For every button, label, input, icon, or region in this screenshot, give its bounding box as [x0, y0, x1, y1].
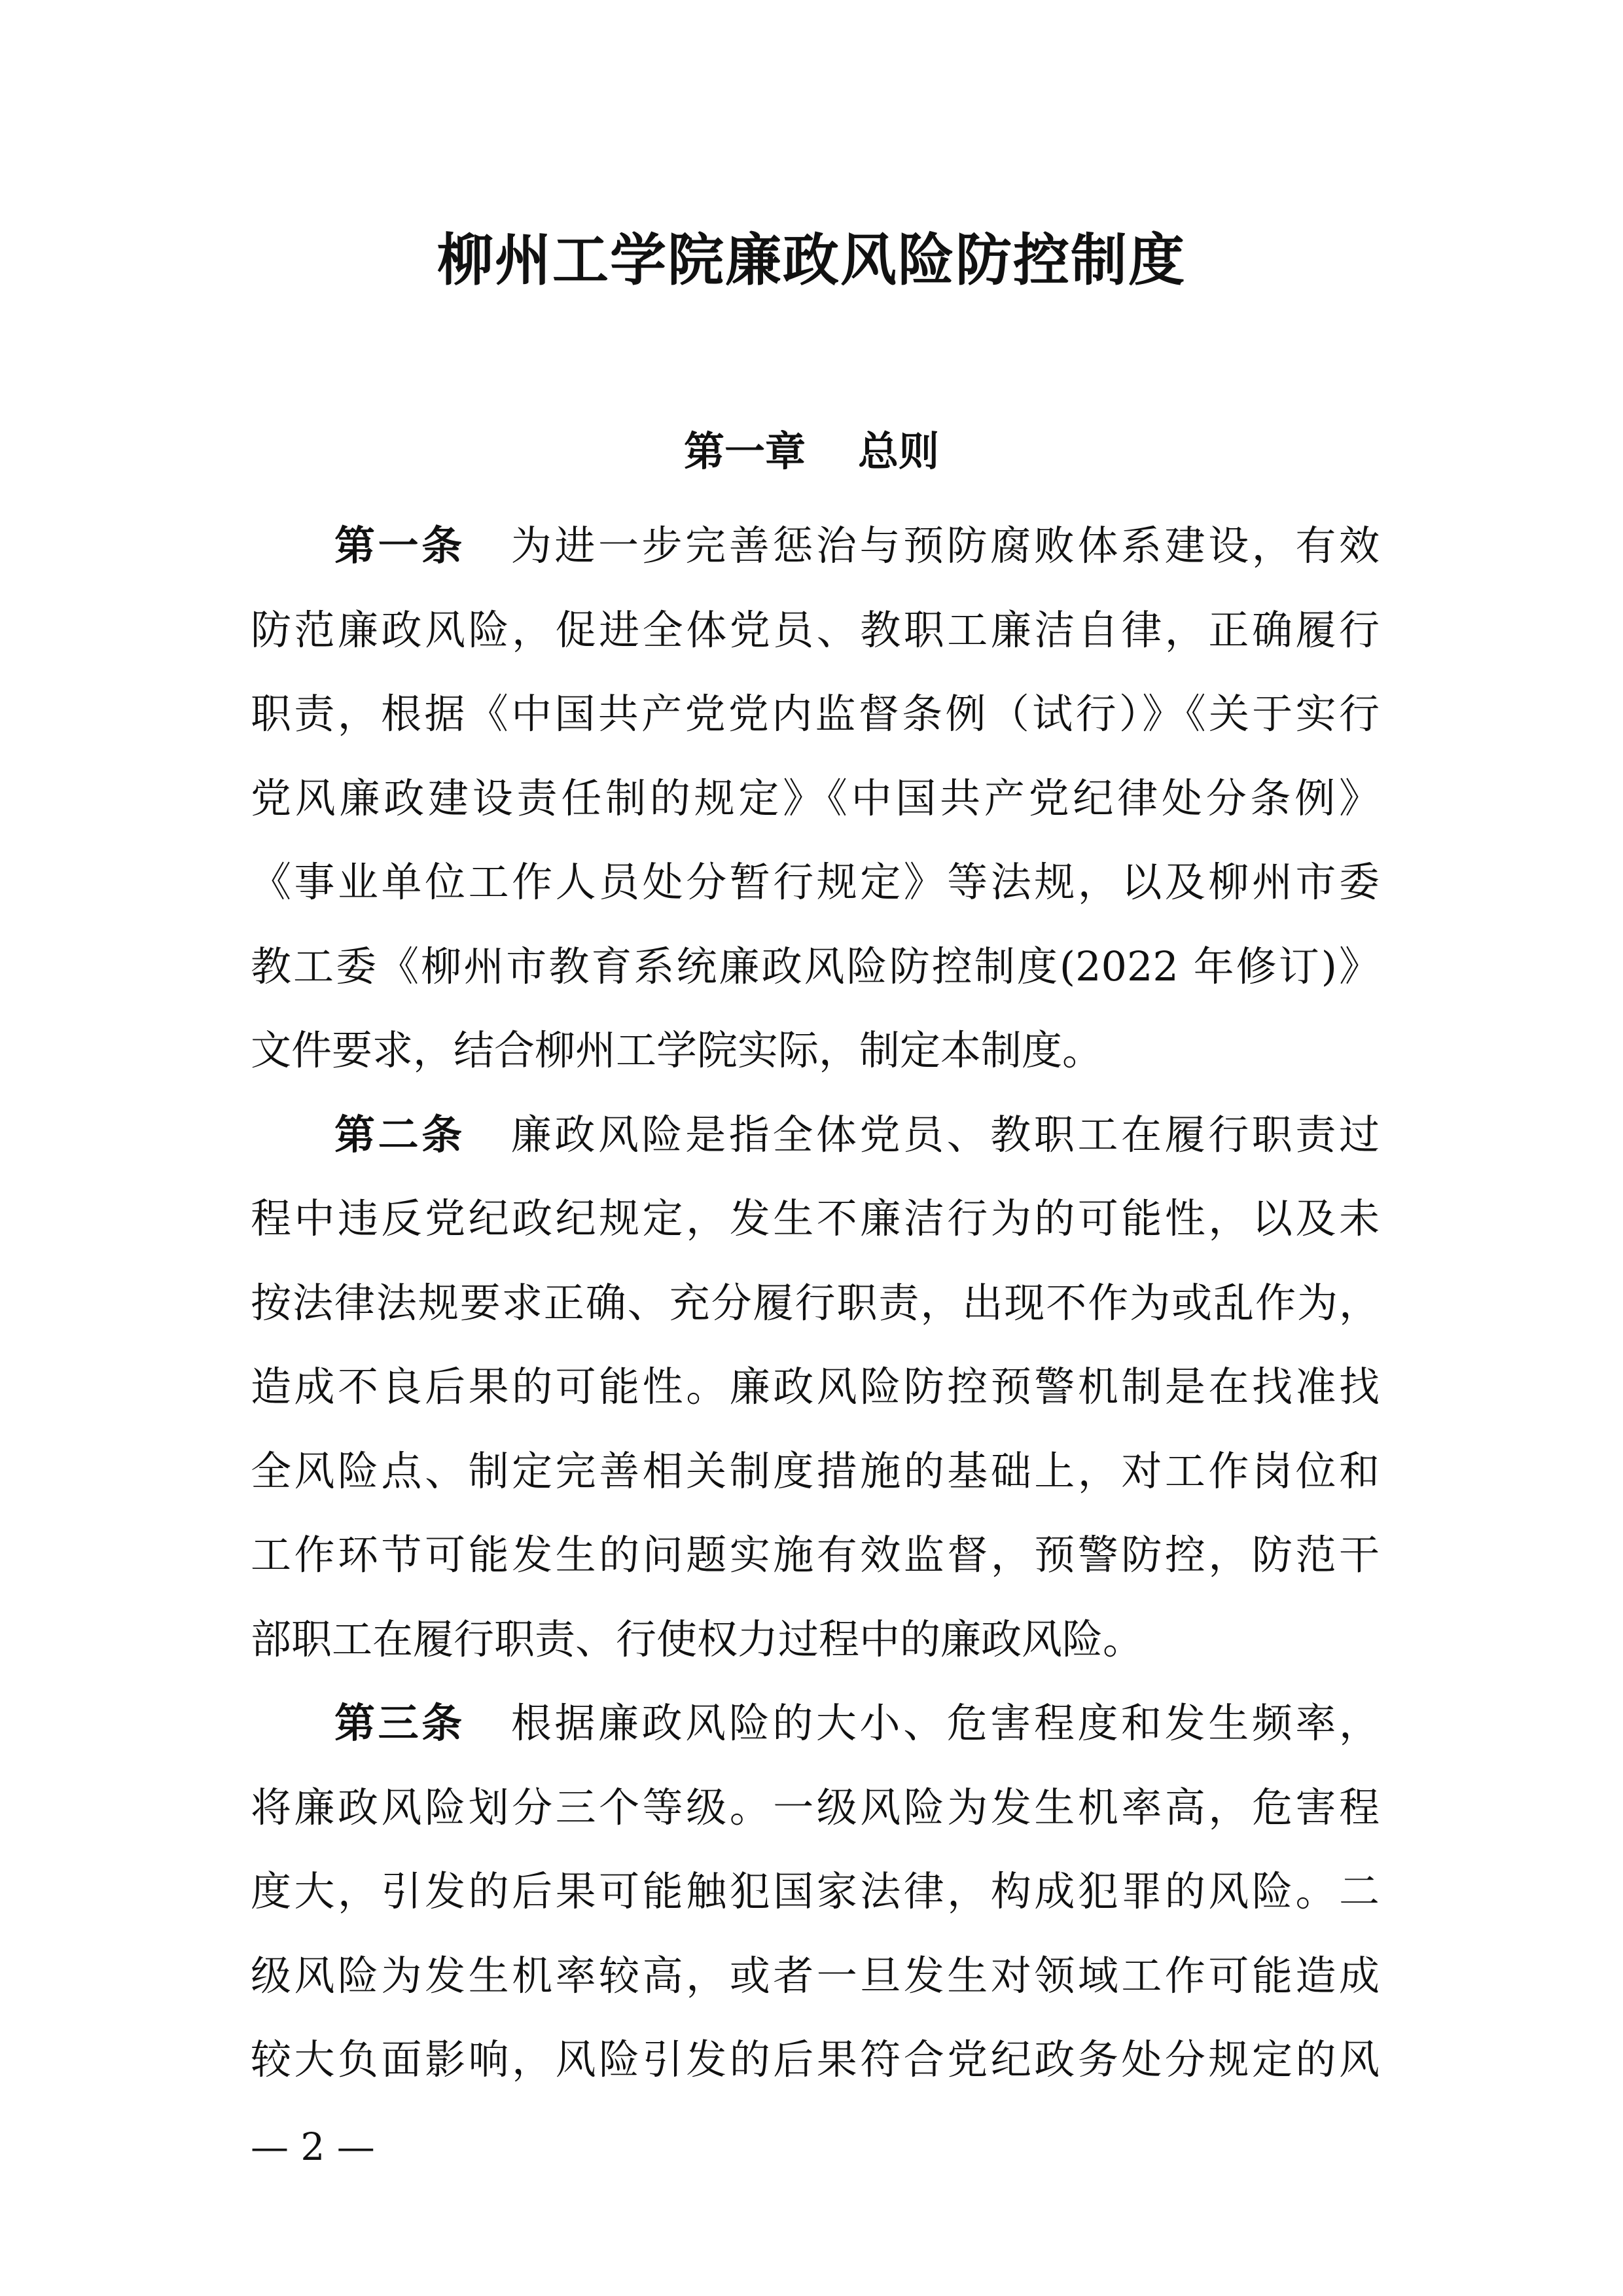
document-title: 柳州工学院廉政风险防控制度	[437, 227, 1186, 293]
chapter-name: 总则	[858, 427, 940, 475]
article-line: 将廉政风险划分三个等级。一级风险为发生机率高，危害程	[251, 1783, 1380, 1831]
article-label: 第三条	[334, 1699, 465, 1747]
article-text: 为进一步完善惩治与预防腐败体系建设，有效	[510, 522, 1380, 569]
article-line: 造成不良后果的可能性。廉政风险防控预警机制是在找准找	[251, 1363, 1380, 1410]
article-line	[251, 1093, 1380, 1177]
article-line: 党风廉政建设责任制的规定》《中国共产党纪律处分条例》	[251, 774, 1380, 822]
article-label: 第二条	[334, 1110, 465, 1158]
page-number: — 2 —	[251, 2125, 375, 2169]
article-line: 按法律法规要求正确、充分履行职责，出现不作为或乱作为，	[251, 1278, 1380, 1327]
article-line: 《事业单位工作人员处分暂行规定》等法规，以及柳州市委	[251, 858, 1380, 906]
article-line: 防范廉政风险，促进全体党员、教职工廉洁自律，正确履行	[251, 605, 1380, 654]
chapter-heading	[0, 419, 1623, 484]
article-line: 职责，根据《中国共产党党内监督条例（试行）》《关于实行	[251, 690, 1380, 738]
article-line	[251, 1681, 1380, 1766]
article-3	[251, 1681, 1380, 2102]
article-2	[251, 1093, 1380, 1682]
article-line: 教工委《柳州市教育系统廉政风险防控制度(2022 年修订)》	[251, 942, 1380, 990]
chapter-number: 第一章	[683, 427, 806, 475]
article-line	[251, 504, 1380, 588]
article-line: 较大负面影响，风险引发的后果符合党纪政务处分规定的风	[251, 2036, 1380, 2083]
article-line: 全风险点、制定完善相关制度措施的基础上，对工作岗位和	[251, 1446, 1380, 1495]
document-body	[251, 504, 1380, 2102]
article-label: 第一条	[334, 522, 465, 569]
article-line: 级风险为发生机率较高，或者一旦发生对领域工作可能造成	[251, 1951, 1380, 2000]
article-line: 程中违反党纪政纪规定，发生不廉洁行为的可能性，以及未	[251, 1194, 1380, 1242]
article-text: 根据廉政风险的大小、危害程度和发生频率，	[510, 1699, 1380, 1747]
article-line: 文件要求，结合柳州工学院实际，制定本制度。	[251, 1026, 1103, 1074]
article-line: 度大，引发的后果可能触犯国家法律，构成犯罪的风险。二	[251, 1867, 1380, 1915]
article-line: 部职工在履行职责、行使权力过程中的廉政风险。	[251, 1615, 1144, 1663]
article-text: 廉政风险是指全体党员、教职工在履行职责过	[510, 1110, 1380, 1158]
article-line: 工作环节可能发生的问题实施有效监督，预警防控，防范干	[251, 1531, 1380, 1579]
article-1	[251, 504, 1380, 1093]
